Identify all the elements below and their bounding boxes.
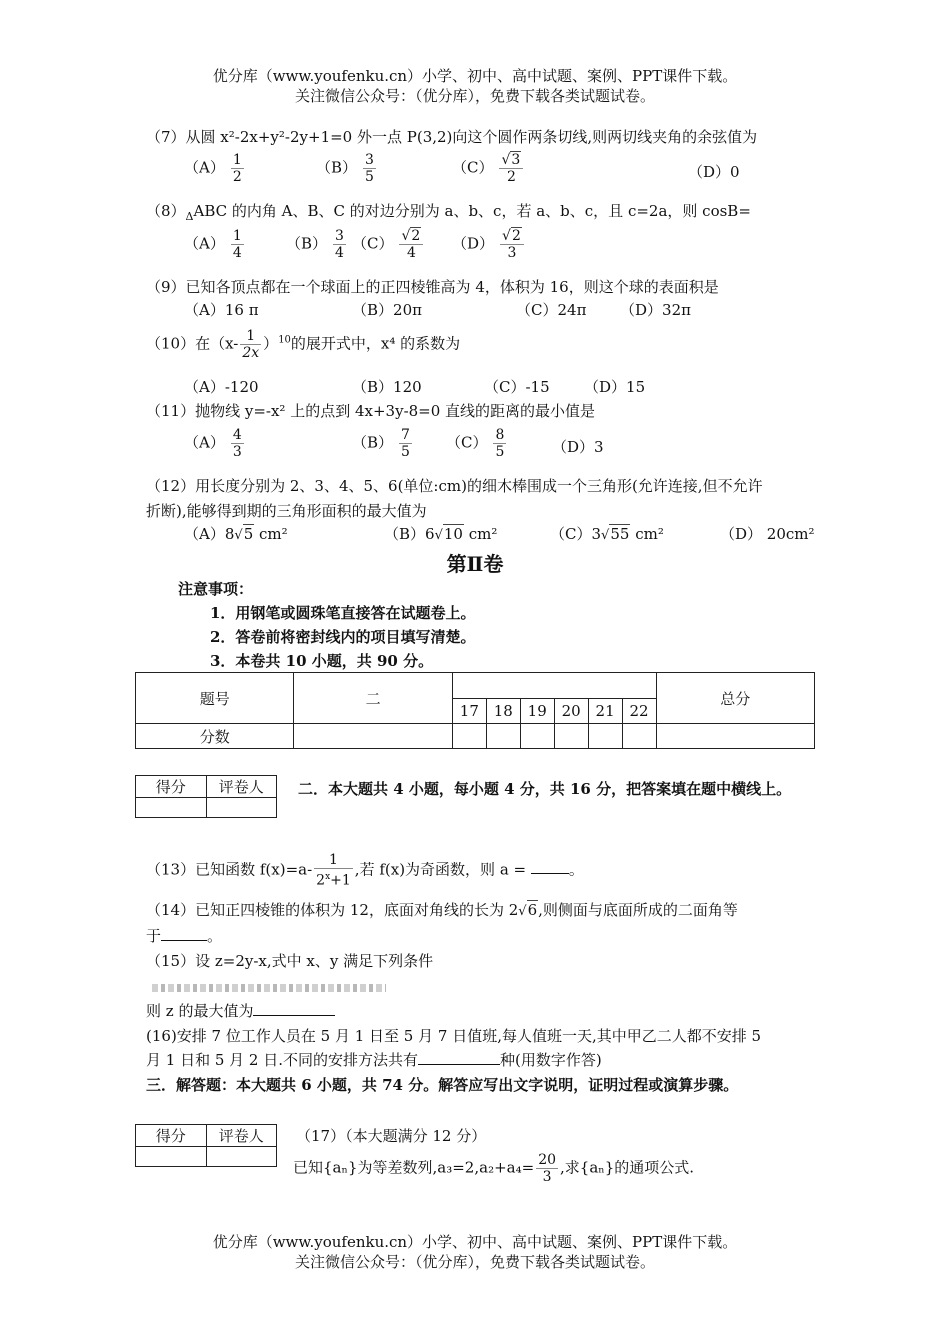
score-cell[interactable] [452, 724, 486, 749]
fraction-numerator: 1 [246, 328, 256, 344]
unit: cm² [259, 525, 288, 543]
question-9-option-b: （B）20π [352, 301, 422, 319]
question-7-option-c [452, 152, 525, 185]
grader-name-cell[interactable] [206, 798, 277, 818]
fraction-numerator: 1 [232, 152, 242, 168]
option-label: （D） [452, 234, 495, 253]
score-cell[interactable] [520, 724, 554, 749]
question-text: 月 1 日和 5 月 2 日.不同的安排方法共有 [146, 1051, 419, 1069]
grader-name-cell[interactable] [206, 1147, 277, 1167]
question-10-option-b: （B）120 [352, 378, 422, 396]
question-text: （14）已知正四棱锥的体积为 12，底面对角线的长为 2 [146, 901, 519, 919]
score-cell[interactable] [656, 724, 815, 749]
option-label: （B） [286, 234, 328, 253]
radicand: 2 [511, 228, 521, 244]
fraction-denominator: 4 [232, 245, 242, 261]
question-8-option-b [286, 228, 348, 261]
question-9-stem: （9）已知各顶点都在一个球面上的正四棱锥高为 4，体积为 16，则这个球的表面积是 [146, 278, 719, 296]
option-label: （A）8 [184, 525, 235, 543]
fraction-denominator: 3 [536, 1168, 558, 1185]
question-14-line-2 [146, 926, 222, 946]
option-label: （A） [184, 433, 225, 452]
question-16-line-2 [146, 1050, 602, 1070]
question-number: （8） [146, 202, 186, 220]
option-label: （A） [184, 158, 225, 177]
part-2-heading: 二．本大题共 4 小题，每小题 4 分，共 16 分，把答案填在题中横线上。 [298, 780, 792, 798]
note-item: 2．答卷前将密封线内的项目填写清楚。 [210, 628, 476, 646]
denominator-tail: +1 [330, 872, 351, 889]
question-12-stem-line-1: （12）用长度分别为 2、3、4、5、6(单位:cm)的细木棒围成一个三角形(允许连接,但不允许 [146, 477, 763, 495]
sqrt-sign: √ [401, 228, 411, 244]
question-text: ） [263, 334, 279, 353]
answer-blank[interactable] [161, 926, 207, 941]
answer-blank[interactable] [418, 1050, 500, 1065]
question-14 [146, 900, 738, 922]
fraction-numerator: 1 [232, 228, 242, 244]
footer-line-1: 优分库（www.youfenku.cn）小学、初中、高中试题、案例、PPT课件下载。 [212, 1233, 738, 1251]
question-15-stem: （15）设 z=2y-x,式中 x、y 满足下列条件 [146, 952, 434, 970]
footer-line-2: 关注微信公众号：（优分库），免费下载各类试题试卷。 [294, 1253, 655, 1271]
question-7-option-d: （D）0 [688, 163, 740, 181]
option-label: （B） [316, 158, 358, 177]
radicand: 2 [411, 228, 421, 244]
question-text: ,若 f(x)为奇函数，则 a = [354, 860, 527, 879]
note-item: 1．用钢笔或圆珠笔直接答在试题卷上。 [210, 604, 476, 622]
question-text: ABC 的内角 A、B、C 的对边分别为 a、b、c，若 a、b、c，且 c=2a，则 cosB= [193, 202, 751, 220]
question-8-stem [146, 201, 751, 227]
question-11-option-b [352, 427, 414, 460]
score-table-header-label: 题号 [136, 673, 294, 724]
question-8-option-c [352, 228, 425, 261]
denominator-base: 2 [316, 872, 326, 889]
fraction-numerator: 20 [538, 1152, 557, 1168]
grader-name-label: 评卷人 [206, 1125, 277, 1147]
fraction-denominator: 3 [500, 244, 524, 261]
question-12-option-a [184, 524, 288, 546]
sqrt-sign: √ [502, 228, 511, 244]
score-table-total: 总分 [656, 673, 815, 724]
part-3-heading: 三．解答题：本大题共 6 小题，共 74 分。解答应写出文字说明，证明过程或演算步骤。 [146, 1076, 739, 1094]
score-table [135, 672, 815, 749]
fraction-numerator: 3 [365, 152, 374, 168]
question-text: 的展开式中，x⁴ 的系数为 [290, 334, 461, 353]
fraction-numerator: 8 [495, 427, 505, 443]
question-10-stem [146, 328, 460, 361]
score-table-question-number: 21 [588, 699, 622, 724]
radicand: 5 [243, 525, 254, 543]
question-11-option-a [184, 427, 246, 460]
question-9-option-a: （A）16 π [184, 301, 259, 319]
exponent: x [325, 872, 331, 882]
option-label: （C） [352, 234, 394, 253]
fraction-numerator: 4 [232, 427, 242, 443]
fraction-denominator: 2 [499, 168, 523, 185]
question-15-tail [146, 1001, 335, 1021]
question-text: 于 [146, 927, 162, 945]
grader-score-label: 得分 [136, 1125, 207, 1147]
score-table-question-number: 20 [554, 699, 588, 724]
question-11-option-d: （D）3 [552, 438, 604, 456]
question-text: 则 z 的最大值为 [146, 1002, 254, 1020]
answer-blank[interactable] [253, 1001, 335, 1016]
fraction-numerator: 1 [329, 852, 338, 868]
note-item: 3．本卷共 10 小题，共 90 分。 [210, 652, 434, 670]
option-label: （C） [446, 433, 488, 452]
score-table-question-number: 19 [520, 699, 554, 724]
radicand: 3 [511, 152, 521, 168]
question-10-option-c: （C）-15 [484, 378, 550, 396]
score-cell[interactable] [486, 724, 520, 749]
fraction-denominator: 4 [399, 244, 423, 261]
question-text: 。 [207, 927, 223, 945]
score-table-question-number: 22 [622, 699, 656, 724]
question-10-option-d: （D）15 [584, 378, 646, 396]
question-8-option-d [452, 228, 526, 261]
radicand: 55 [610, 525, 630, 543]
question-17-stem [293, 1152, 694, 1185]
option-label: （B）6 [384, 525, 435, 543]
question-text: 。 [568, 860, 584, 879]
question-9-option-c: （C）24π [516, 301, 587, 319]
sqrt-sign: √ [234, 528, 243, 543]
score-cell[interactable] [554, 724, 588, 749]
grader-score-label: 得分 [136, 776, 207, 798]
score-cell[interactable] [588, 724, 622, 749]
question-7-stem: （7）从圆 x²-2x+y²-2y+1=0 外一点 P(3,2)向这个圆作两条切线,则两切线夹角的余弦值为 [146, 128, 758, 146]
sqrt-sign: √ [518, 904, 527, 919]
question-12-option-b [384, 524, 497, 546]
score-table-question-number: 18 [486, 699, 520, 724]
score-table-group-header [452, 673, 656, 699]
question-10-option-a: （A）-120 [184, 378, 259, 396]
question-text: 已知{aₙ}为等差数列,a₃=2,a₂+a₄= [293, 1158, 535, 1177]
score-table-row-label: 分数 [136, 724, 294, 749]
question-11-option-c [446, 427, 508, 460]
sqrt-sign: √ [601, 528, 610, 543]
unit: cm² [468, 525, 498, 543]
option-label: （C）3 [550, 525, 602, 543]
grader-score-cell[interactable] [136, 1147, 207, 1167]
radicand: 6 [527, 901, 538, 919]
notes-title: 注意事项： [178, 580, 254, 598]
fraction-denominator: 5 [365, 169, 374, 185]
fraction-denominator: 2 [232, 169, 242, 185]
question-12-stem-line-2: 折断),能够得到期的三角形面积的最大值为 [146, 502, 427, 520]
question-13 [146, 852, 584, 889]
fraction-numerator: 3 [335, 228, 344, 244]
exponent: 10 [278, 334, 291, 346]
fraction-denominator: 5 [401, 444, 410, 460]
fraction-numerator: 7 [401, 427, 410, 443]
triangle-symbol: Δ [185, 210, 194, 223]
grader-name-label: 评卷人 [206, 776, 277, 798]
blurred-constraints [152, 984, 386, 992]
option-label: （A） [184, 234, 225, 253]
question-11-stem: （11）抛物线 y=-x² 上的点到 4x+3y-8=0 直线的距离的最小值是 [146, 402, 596, 420]
question-9-option-d: （D）32π [620, 301, 691, 319]
score-cell[interactable] [622, 724, 656, 749]
sqrt-sign: √ [434, 528, 443, 543]
unit: cm² [635, 525, 664, 543]
question-16-line-1: (16)安排 7 位工作人员在 5 月 1 日至 5 月 7 日值班,每人值班一天,其中甲乙二人都不安排 5 [146, 1027, 762, 1045]
fraction-denominator: 4 [335, 245, 344, 261]
question-text: ,求{aₙ}的通项公式. [560, 1158, 695, 1177]
grader-box [135, 775, 277, 818]
grader-score-cell[interactable] [136, 798, 207, 818]
radicand: 10 [443, 525, 463, 543]
question-8-option-a [184, 228, 246, 261]
fraction-denominator: 5 [495, 444, 505, 460]
question-text: ,则侧面与底面所成的二面角等 [538, 901, 738, 919]
question-text: （10）在（x- [146, 334, 239, 353]
constraint-image-placeholder [152, 978, 386, 996]
question-text: （13）已知函数 f(x)=a- [146, 860, 313, 879]
header-line-2: 关注微信公众号：（优分库），免费下载各类试题试卷。 [294, 87, 655, 105]
question-12-option-c [550, 524, 664, 546]
fraction-denominator: 3 [232, 444, 242, 460]
grader-box [135, 1124, 277, 1167]
question-7-option-a [184, 152, 246, 185]
question-12-option-d: （D） 20cm² [720, 525, 815, 543]
question-text: 种(用数字作答) [500, 1051, 602, 1069]
option-label: （B） [352, 433, 394, 452]
score-cell[interactable] [294, 724, 452, 749]
option-label: （C） [452, 158, 494, 177]
answer-blank[interactable] [531, 859, 569, 874]
fraction-denominator: 2x [242, 345, 260, 361]
score-table-col-two: 二 [294, 673, 452, 724]
question-17-title: （17）（本大题满分 12 分） [296, 1127, 487, 1145]
question-7-option-b [316, 152, 378, 185]
section-title: 第Ⅱ卷 [446, 552, 504, 576]
header-line-1: 优分库（www.youfenku.cn）小学、初中、高中试题、案例、PPT课件下载。 [212, 67, 738, 85]
sqrt-sign: √ [501, 152, 511, 168]
score-table-question-number: 17 [452, 699, 486, 724]
